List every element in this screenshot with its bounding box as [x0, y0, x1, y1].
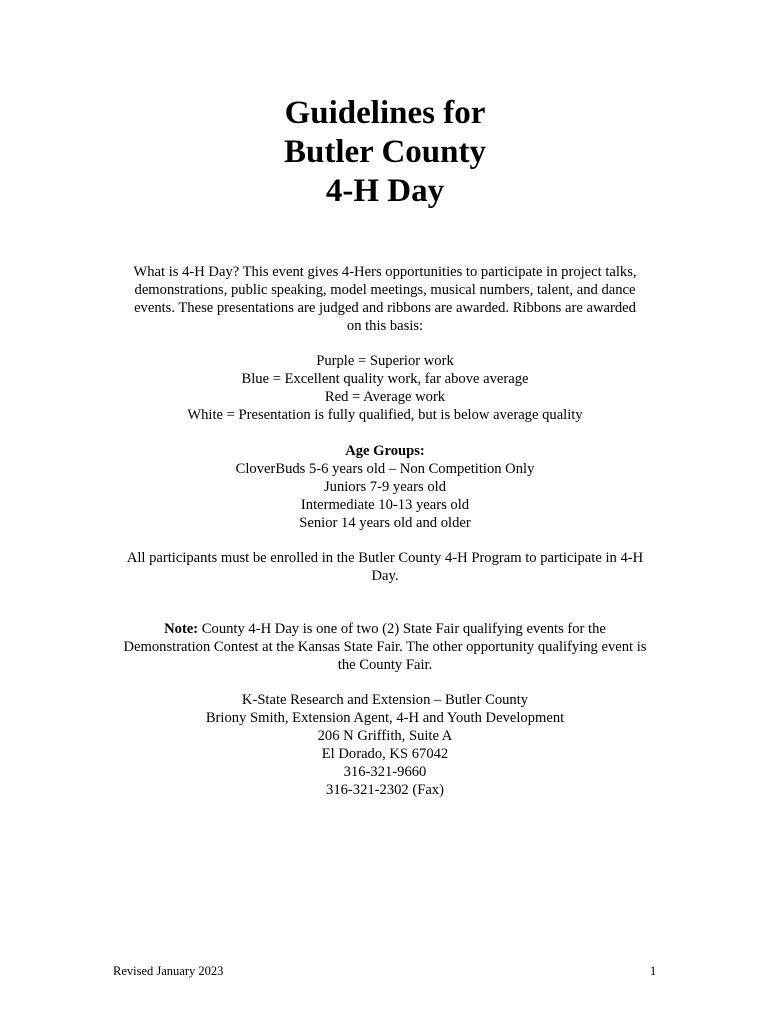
note-paragraph: [100, 620, 670, 674]
contact-street: 206 N Griffith, Suite A: [317, 728, 453, 744]
note-label: Note:: [164, 621, 199, 637]
age-group-cloverbuds: CloverBuds 5-6 years old – Non Competition Only: [235, 461, 535, 477]
age-group-intermediate: Intermediate 10-13 years old: [300, 497, 470, 513]
ribbon-white: White = Presentation is fully qualified, but is below average quality: [187, 407, 583, 423]
age-group-senior: Senior 14 years old and older: [299, 515, 471, 531]
intro-line: demonstrations, public speaking, model meetings, musical numbers, talent, and dance: [134, 282, 636, 298]
footer-revised-date: Revised January 2023: [113, 964, 224, 978]
title-line-2: Butler County: [284, 134, 486, 170]
note-line-3: the County Fair.: [337, 657, 433, 673]
age-groups-heading: Age Groups:: [345, 443, 425, 459]
contact-city: El Dorado, KS 67042: [321, 746, 449, 762]
intro-line: on this basis:: [346, 318, 424, 334]
age-group-juniors: Juniors 7-9 years old: [323, 479, 446, 495]
ribbon-blue: Blue = Excellent quality work, far above average: [241, 371, 529, 387]
intro-paragraph: [100, 263, 670, 335]
contact-phone: 316-321-9660: [343, 764, 427, 780]
intro-line: What is 4-H Day? This event gives 4-Hers opportunities to participate in project talks,: [133, 264, 637, 280]
title-line-3: 4-H Day: [325, 173, 445, 209]
note-text: County 4-H Day is one of two (2) State Fair qualifying events for the: [198, 621, 606, 637]
document-title: [0, 94, 770, 211]
age-groups: [100, 442, 670, 532]
enrollment-line: Day.: [371, 568, 399, 584]
enrollment-paragraph: [100, 549, 670, 585]
ribbon-red: Red = Average work: [324, 389, 446, 405]
contact-organization: K-State Research and Extension – Butler County: [241, 692, 529, 708]
contact-info: [100, 691, 670, 799]
title-line-1: Guidelines for: [284, 95, 486, 131]
contact-fax: 316-321-2302 (Fax): [326, 782, 444, 798]
ribbon-purple: Purple = Superior work: [316, 353, 454, 369]
note-line-1: [100, 620, 670, 638]
ribbon-list: [100, 352, 670, 424]
enrollment-line: All participants must be enrolled in the Butler County 4-H Program to participate in 4-H: [126, 550, 644, 566]
intro-line: events. These presentations are judged and ribbons are awarded. Ribbons are awarded: [134, 300, 636, 316]
note-line-2: Demonstration Contest at the Kansas State Fair. The other opportunity qualifying event is: [123, 639, 647, 655]
footer-page-number: 1: [650, 964, 657, 978]
contact-agent: Briony Smith, Extension Agent, 4-H and Youth Development: [205, 710, 565, 726]
